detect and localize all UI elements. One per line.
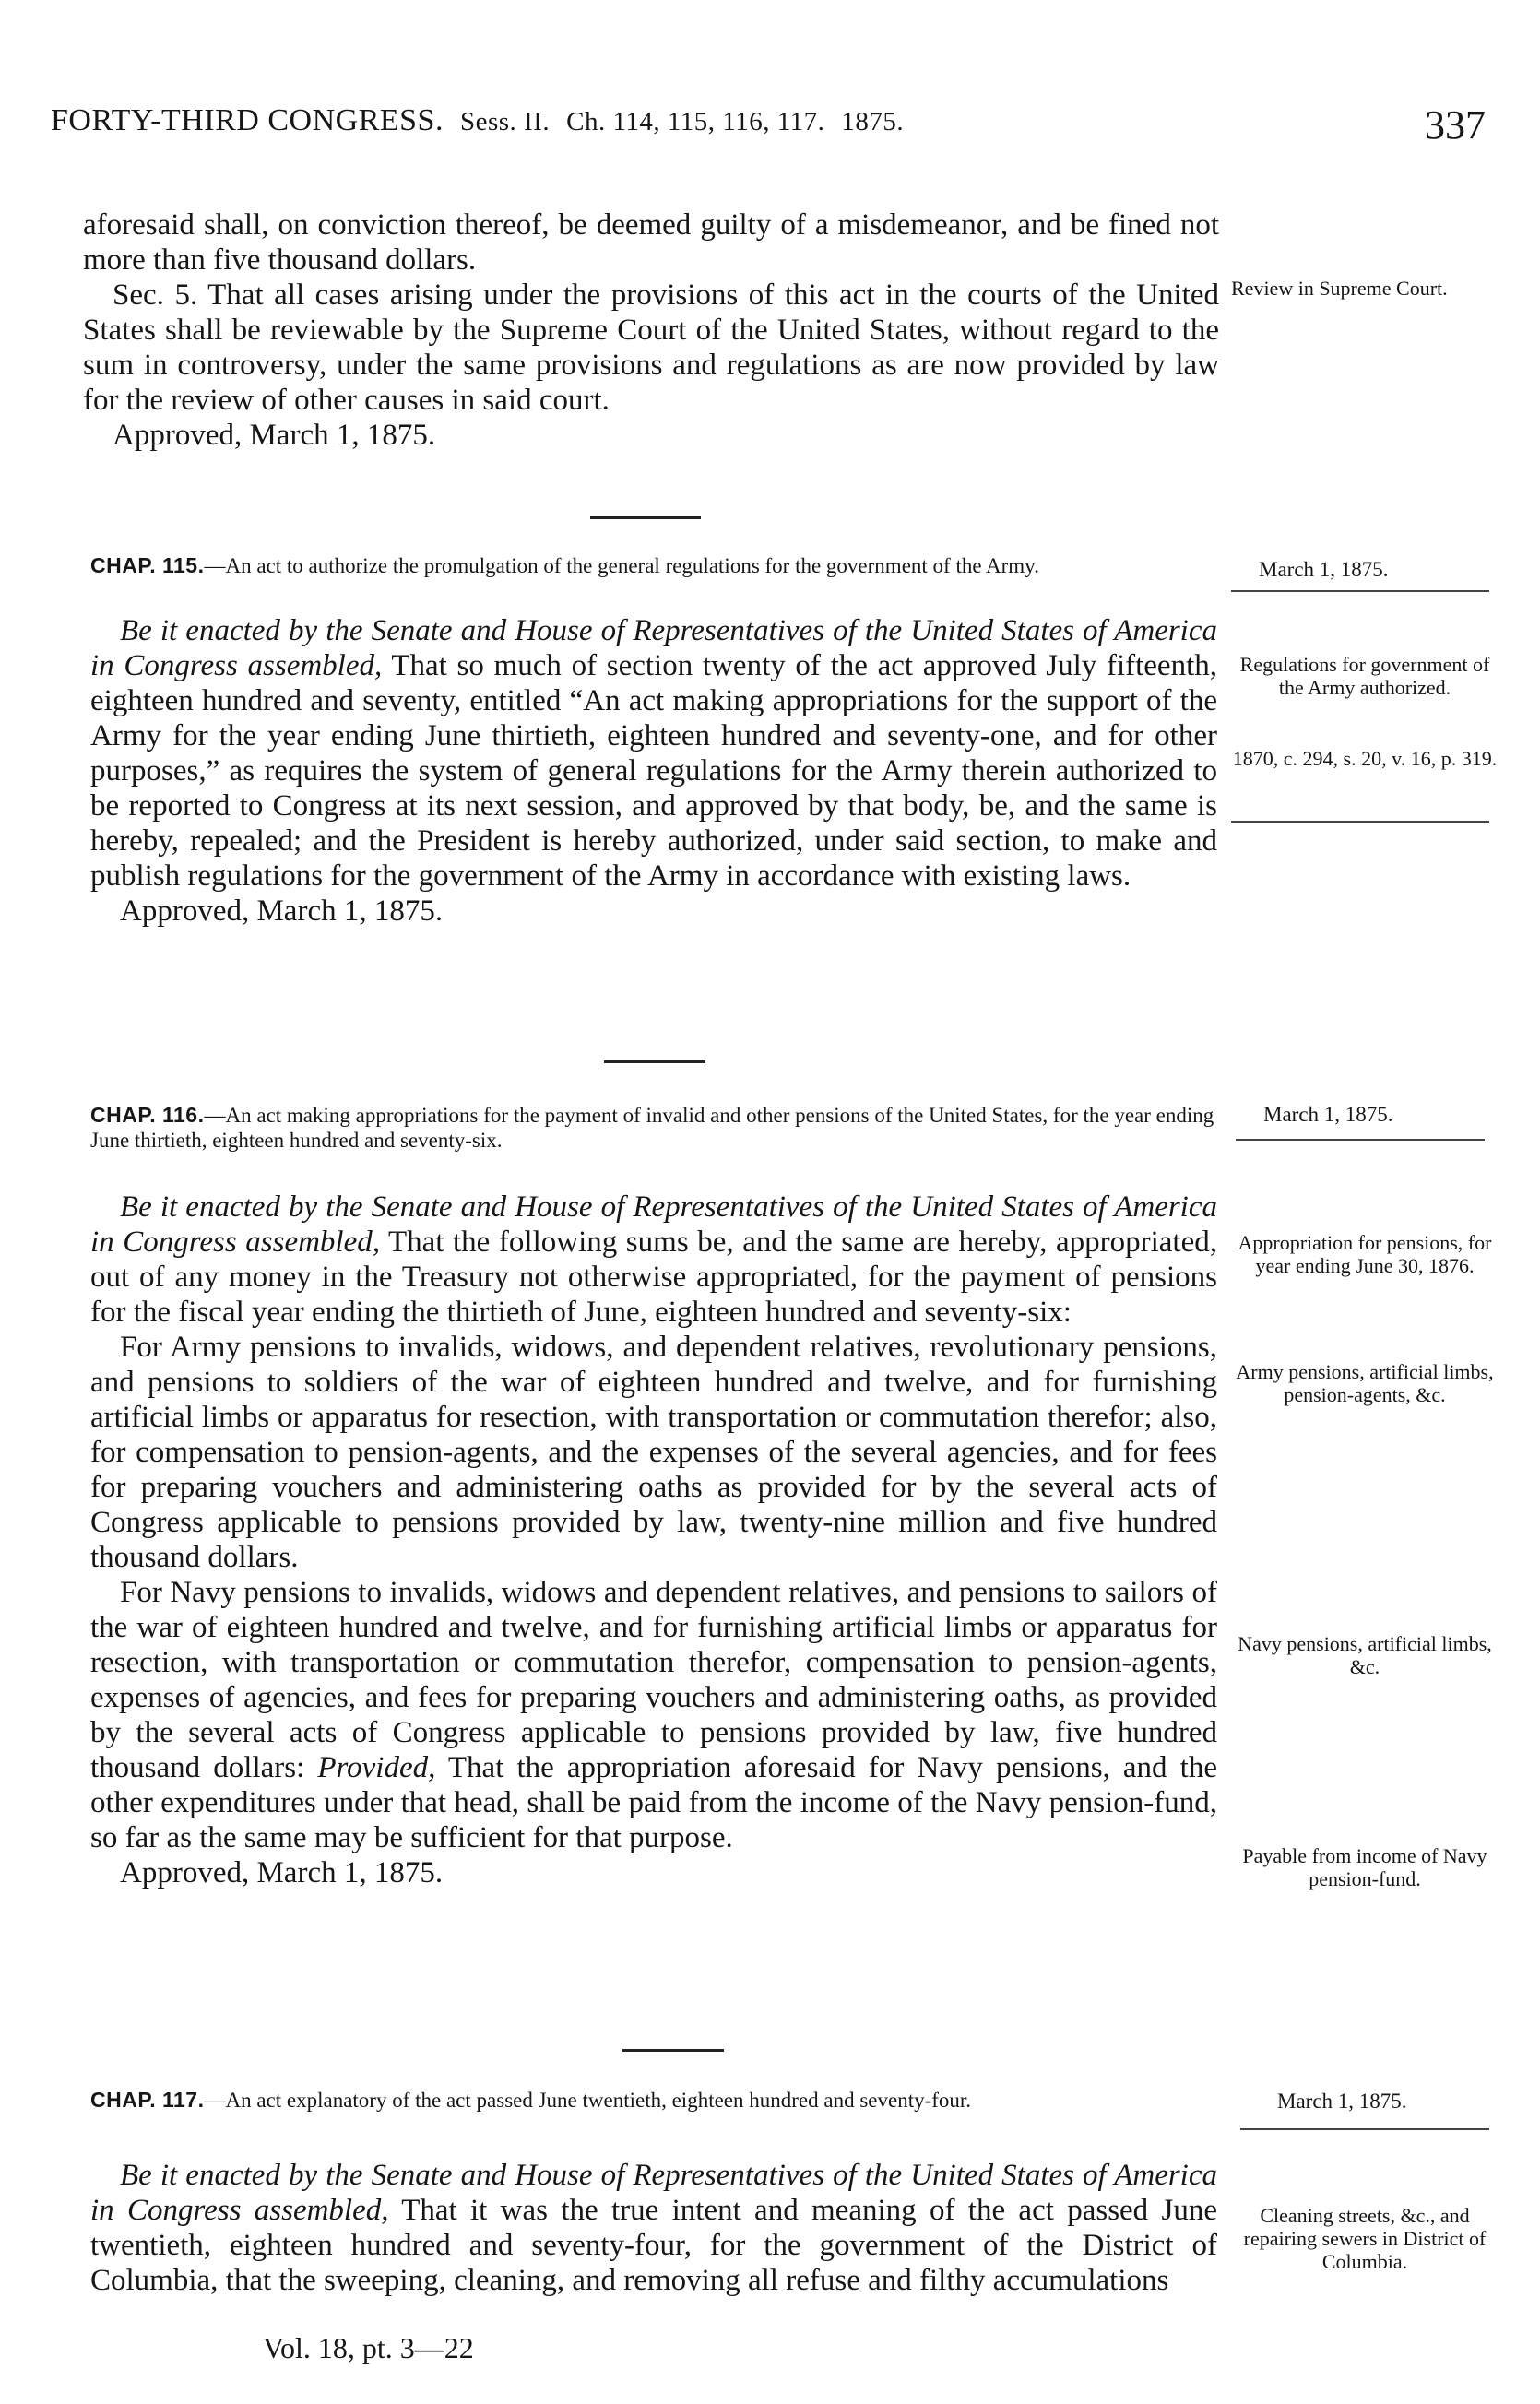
section-divider (604, 1060, 705, 1063)
chap117-body (90, 2158, 1217, 2298)
margin-note-navy-pensions: Navy pensions, artificial limbs, &c. (1238, 1632, 1492, 1678)
section-divider (590, 516, 701, 519)
margin-note-regulations: Regulations for government of the Army authorized. (1239, 653, 1490, 699)
chap115-heading (90, 553, 1217, 578)
margin-rule (1231, 590, 1489, 592)
header-chapters: Ch. 114, 115, 116, 117. (566, 107, 825, 136)
margin-note-citation: 1870, c. 294, s. 20, v. 16, p. 319. (1232, 747, 1498, 770)
chap116-heading (90, 1103, 1217, 1153)
enacting-clause: Be it enacted by the Senate and House of Representatives of the United States of America in Congress assembled, (90, 1190, 1217, 1259)
chapter-label: CHAP. 116. (90, 1103, 205, 1127)
header-session: Sess. II. (459, 107, 551, 136)
enacting-clause: Be it enacted by the Senate and House of Representatives of the United States of America in Congress assembled, (90, 2159, 1217, 2227)
chapter-text: That it was the true intent and meaning of the act passed June twentieth, eighteen hundred and seventy-four, for the government of the District of Columbia, that the sweeping, cleaning, and removing all refuse and filthy accumulations (90, 2194, 1217, 2297)
page-number: 337 (1425, 102, 1486, 148)
chap114-continuation (83, 207, 1219, 453)
chapter-text: That the following sums be, and the same are hereby, appropriated, out of any money in the Treasury not otherwise appropriated, for the payment of pensions for the fiscal year ending the thirtieth of June, eighteen hundred and seventy-six: (90, 1226, 1217, 1329)
margin-note-review: Review in Supreme Court. (1231, 277, 1448, 300)
running-header (51, 103, 904, 138)
chapter-title: —An act explanatory of the act passed June twentieth, eighteen hundred and seventy-four. (204, 2089, 972, 2112)
army-pensions-paragraph: For Army pensions to invalids, widows, and dependent relatives, revolutionary pensions, and pensions to soldiers of the war of eighteen hundred and twelve, and for furnishing artificial limbs or apparatus for resection, with transportation or commutation therefor; also, for compensation to pension-agents, and the expenses of the several agencies, and for fees for preparing vouchers and administering oaths as provided for by the several acts of Congress applicable to pensions provided by law, twenty-nine million and five hundred thousand dollars. (90, 1331, 1217, 1574)
margin-note-payable: Payable from income of Navy pension-fund. (1242, 1844, 1487, 1890)
margin-rule (1240, 2128, 1489, 2130)
margin-note-appropriation: Appropriation for pensions, for year ending June 30, 1876. (1238, 1231, 1492, 1277)
volume-signature: Vol. 18, pt. 3—22 (263, 2331, 474, 2364)
header-congress: FORTY-THIRD CONGRESS. (51, 103, 444, 137)
paragraph: aforesaid shall, on conviction thereof, be deemed guilty of a misdemeanor, and be fined not more than five thousand dollars. (83, 208, 1219, 277)
margin-rule (1236, 1139, 1485, 1141)
chap117-heading (90, 2088, 1217, 2113)
chapter-title: —An act making appropriations for the payment of invalid and other pensions of the United States, for the year ending June thirtieth, eighteen hundred and seventy-six. (90, 1104, 1214, 1152)
chapter-date: March 1, 1875. (1263, 1103, 1393, 1126)
section-divider (622, 2049, 724, 2052)
margin-rule (1231, 821, 1489, 823)
margin-note-army-pensions: Army pensions, artificial limbs, pension-agents, &c. (1236, 1360, 1494, 1406)
margin-note-cleaning-streets: Cleaning streets, &c., and repairing sewers in District of Columbia. (1243, 2204, 1487, 2273)
chapter-date: March 1, 1875. (1259, 558, 1389, 581)
chapter-title: —An act to authorize the promulgation of the general regulations for the government of the Army. (204, 554, 1039, 577)
navy-pensions-text: For Navy pensions to invalids, widows and dependent relatives, and pensions to sailors of the war of eighteen hundred and twelve, and for furnishing artificial limbs or apparatus for resection, with transportation or commutation therefor, compensation to pension-agents, expenses of agencies, and fees for preparing vouchers and administering oaths, as provided by the several acts of Congress applicable to pensions provided by law, five hundred thousand dollars: (90, 1576, 1217, 1784)
chapter-label: CHAP. 117. (90, 2088, 205, 2112)
enacting-clause: Be it enacted by the Senate and House of Representatives of the United States of America in Congress assembled, (90, 614, 1217, 682)
section-5-paragraph: Sec. 5. That all cases arising under the provisions of this act in the courts of the United States shall be reviewable by the Supreme Court of the United States, without regard to the sum in controversy, under the same provisions and regulations as are now provided by law for the review of other causes in said court. (83, 278, 1219, 417)
header-year: 1875. (841, 107, 905, 136)
approval-line: Approved, March 1, 1875. (113, 419, 436, 452)
proviso-word: Provided, (317, 1751, 436, 1784)
navy-pensions-proviso: That the appropriation aforesaid for Navy pensions, and the other expenditures under that head, shall be paid from the income of the Navy pension-fund, so far as the same may be sufficient for that purpose. (90, 1751, 1217, 1854)
chap115-body (90, 613, 1217, 929)
chapter-label: CHAP. 115. (90, 553, 205, 577)
approval-line: Approved, March 1, 1875. (120, 894, 444, 928)
chapter-text: That so much of section twenty of the act approved July fifteenth, eighteen hundred and seventy, entitled “An act making appropriations for the support of the Army for the year ending June thirtieth, eighteen hundred and seventy-one, and for other purposes,” as requires the system of general regulations for the Army therein authorized to be reported to Congress at its next session, and approved by that body, be, and the same is hereby, repealed; and the President is hereby authorized, under said section, to make and publish regulations for the government of the Army in accordance with existing laws. (90, 649, 1217, 893)
chap116-body (90, 1190, 1217, 1890)
chapter-date: March 1, 1875. (1277, 2090, 1407, 2113)
approval-line: Approved, March 1, 1875. (120, 1856, 444, 1889)
